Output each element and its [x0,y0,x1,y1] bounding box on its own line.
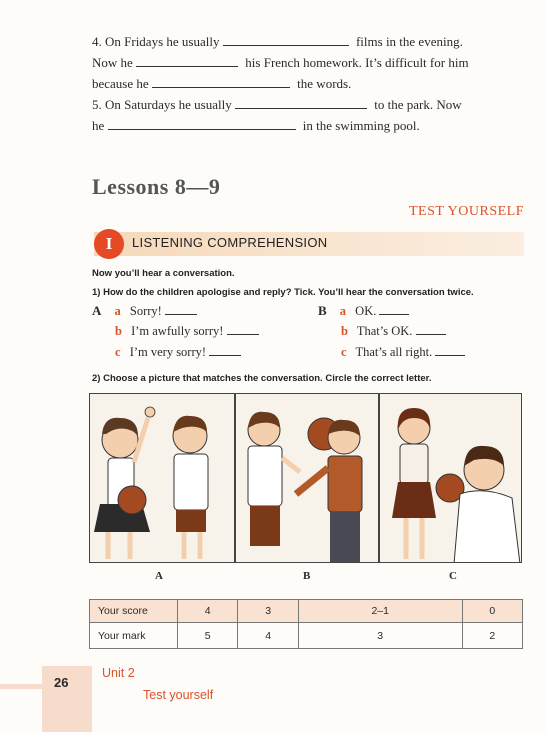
score-table [89,599,523,649]
picture-panel-c[interactable] [380,394,522,562]
option-b-c[interactable] [341,345,465,360]
exercise-text: because he [92,76,149,91]
table-header-cell: Your mark [90,623,178,649]
option-a-b[interactable] [115,324,259,339]
tick-blank[interactable] [379,314,409,315]
option-letter: a [114,304,121,318]
footer-subtitle: Test yourself [143,688,214,702]
answer-blank[interactable] [223,45,349,46]
table-cell: 5 [178,623,238,649]
option-text: I’m very sorry! [129,345,207,359]
exercise-line-3 [92,76,351,92]
section-number-badge: I [94,229,124,259]
picture-b-illustration [236,394,378,563]
option-letter: b [115,324,122,338]
option-letter: b [341,324,348,338]
picture-a-illustration [90,394,234,563]
section-title: LISTENING COMPREHENSION [132,235,328,250]
test-yourself-heading: TEST YOURSELF [408,204,524,219]
footer-bar [0,684,42,689]
picture-c-illustration [380,394,522,563]
picture-label-c[interactable]: C [449,570,457,582]
answer-blank[interactable] [108,129,296,130]
exercise-text: he [92,118,105,133]
exercise-line-5 [92,118,420,134]
group-label-a: A [92,303,102,318]
option-letter: c [341,345,347,359]
picture-strip [89,393,522,563]
option-text: OK. [355,304,377,318]
option-a-c[interactable] [115,345,241,360]
table-header-cell: Your score [90,600,178,623]
exercise-text: the words. [297,76,352,91]
exercise-text: 5. On Saturdays he usually [92,97,232,112]
exercise-text: to the park. Now [374,97,462,112]
option-a-a[interactable] [92,303,197,319]
exercise-line-2 [92,55,469,71]
table-cell: 4 [238,623,298,649]
exercise-text: films in the evening. [355,34,463,49]
table-cell: 0 [462,600,522,623]
tick-blank[interactable] [416,334,446,335]
table-cell: 4 [178,600,238,623]
group-label-b: B [318,303,327,318]
tick-blank[interactable] [227,334,259,335]
option-text: That’s all right. [355,345,433,359]
option-text: I’m awfully sorry! [131,324,224,338]
exercise-line-1 [92,34,463,50]
page-number: 26 [54,675,69,690]
table-row [90,600,523,623]
instruction-intro: Now you’ll hear a conversation. [92,268,235,279]
answer-blank[interactable] [136,66,238,67]
tick-blank[interactable] [435,355,465,356]
tick-blank[interactable] [209,355,241,356]
table-cell: 3 [298,623,462,649]
option-letter: c [115,345,121,359]
table-cell: 2–1 [298,600,462,623]
exercise-text: 4. On Fridays he usually [92,34,220,49]
footer-unit: Unit 2 [102,666,135,680]
table-row [90,623,523,649]
table-cell: 2 [462,623,522,649]
option-text: That’s OK. [356,324,413,338]
option-b-a[interactable] [318,303,409,319]
lessons-title: Lessons 8—9 [92,174,221,199]
instruction-task-1: 1) How do the children apologise and reply? Tick. You’ll hear the conversation twice. [92,287,474,298]
picture-label-b[interactable]: B [303,570,311,582]
exercise-text: in the swimming pool. [302,118,420,133]
option-letter: a [339,304,347,318]
answer-blank[interactable] [152,87,290,88]
option-text: Sorry! [129,304,162,318]
picture-panel-a[interactable] [90,394,234,562]
tick-blank[interactable] [165,314,197,315]
instruction-task-2: 2) Choose a picture that matches the conversation. Circle the correct letter. [92,373,432,384]
exercise-text: Now he [92,55,133,70]
exercise-line-4 [92,97,462,113]
picture-label-a[interactable]: A [155,570,163,582]
picture-panel-b[interactable] [236,394,378,562]
option-b-b[interactable] [341,324,446,339]
exercise-text: his French homework. It’s difficult for him [245,55,469,70]
table-cell: 3 [238,600,298,623]
answer-blank[interactable] [235,108,367,109]
